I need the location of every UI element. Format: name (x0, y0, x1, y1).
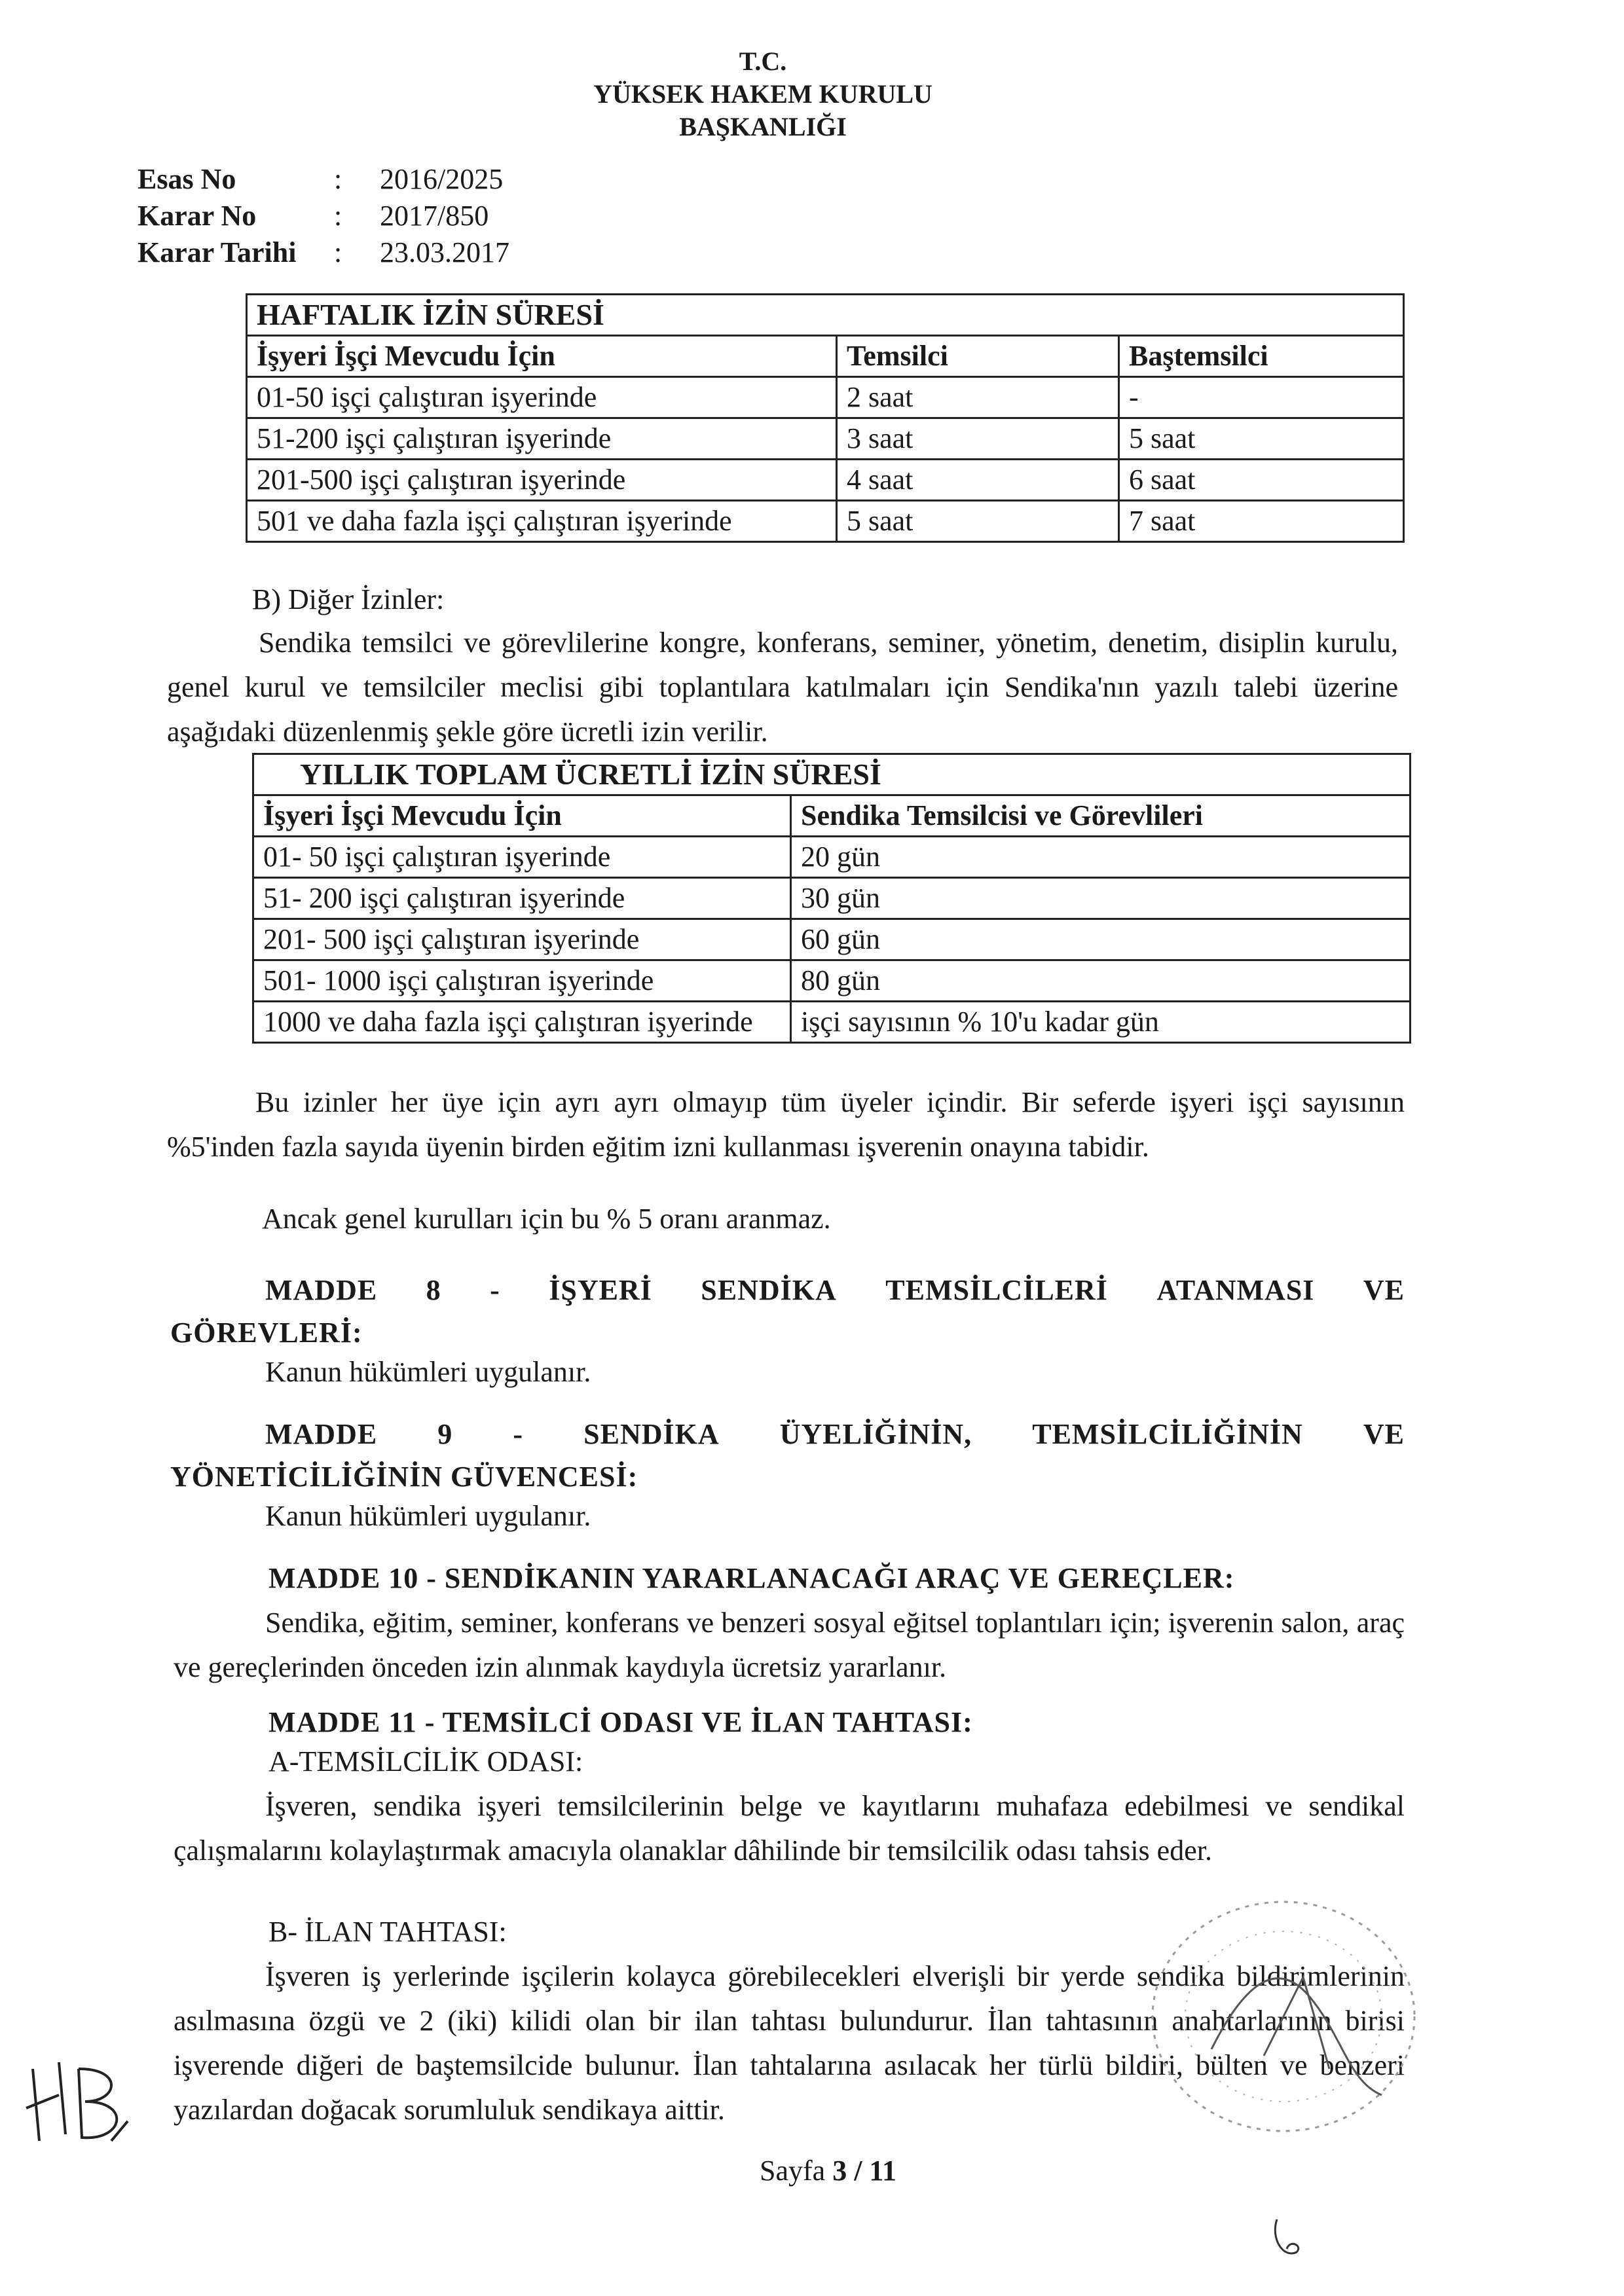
article-11-sub-a: A-TEMSİLCİLİK ODASI: (268, 1745, 583, 1777)
title-word: TEMSİLCİLERİ (885, 1274, 1108, 1306)
table-cell: 5 saat (1119, 418, 1404, 460)
header-presidency: BAŞKANLIĞI (679, 112, 847, 141)
meta-colon: : (334, 200, 342, 232)
title-word: ÜYELİĞİNİN, (779, 1418, 972, 1450)
article-10-title: MADDE 10 - SENDİKANIN YARARLANACAĞI ARAÇ VE GEREÇLER: (268, 1562, 1235, 1594)
table-cell: 201-500 işçi çalıştıran işyerinde (247, 460, 837, 501)
title-word: VE (1363, 1418, 1405, 1450)
table-cell: - (1119, 377, 1404, 418)
article-11-text-a: İşveren, sendika işyeri temsilcilerinin belge ve kayıtlarını muhafaza edebilmesi ve sendikal çalışmalarını kolaylaştırmak amacıyla olanaklar dâhilinde bir temsilcilik odası tahsis eder. (174, 1790, 1405, 1867)
meta-value: 2017/850 (380, 200, 489, 232)
table-cell: 3 saat (837, 418, 1119, 460)
meta-colon: : (334, 163, 342, 195)
title-word: TEMSİLCİLİĞİNİN (1032, 1418, 1303, 1450)
table-row (253, 878, 1411, 919)
title-word: 9 (437, 1418, 453, 1450)
table-row (247, 501, 1404, 542)
meta-row-esas (138, 161, 596, 198)
table-cell: 20 gün (791, 837, 1411, 878)
meta-label: Karar Tarihi (138, 236, 297, 268)
table-cell: 51-200 işçi çalıştıran işyerinde (247, 418, 837, 460)
table-cell: 5 saat (837, 501, 1119, 542)
membership-note: Bu izinler her üye için ayrı ayrı olmayıp tüm üyeler içindir. Bir seferde işyeri işçi sayısının %5'inden fazla sayıda üyenin birden eğitim izni kullanması işverenin onayına tabidir. (167, 1086, 1405, 1163)
title-word: MADDE (265, 1418, 378, 1450)
article-8-title-cont: GÖREVLERİ: (170, 1317, 363, 1349)
table-cell: işçi sayısının % 10'u kadar gün (791, 1002, 1411, 1043)
general-assembly-note: Ancak genel kurulları için bu % 5 oranı aranmaz. (262, 1203, 831, 1235)
header-tc: T.C. (739, 46, 787, 76)
meta-colon: : (334, 236, 342, 268)
table-row (247, 460, 1404, 501)
title-word: SENDİKA (701, 1274, 837, 1306)
meta-row-karar (138, 198, 596, 234)
case-metadata (138, 161, 596, 279)
table-row (253, 960, 1411, 1002)
title-word: MADDE (265, 1274, 378, 1306)
column-header: İşyeri İşçi Mevcudu İçin (253, 795, 791, 837)
table-cell: 2 saat (837, 377, 1119, 418)
article-9-text: Kanun hükümleri uygulanır. (265, 1500, 591, 1532)
title-word: - (513, 1418, 524, 1450)
article-11-sub-b: B- İLAN TAHTASI: (268, 1916, 507, 1948)
section-b-text: Sendika temsilci ve görevlilerine kongre, konferans, seminer, yönetim, denetim, disiplin kurulu, genel kurul ve temsilciler meclisi gibi toplantılara katılmaları için Sendika'nın yazılı talebi üzerine aşağıdaki düzenlenmiş şekle göre ücretli izin verilir. (167, 627, 1398, 748)
handwritten-initials-icon (20, 2049, 144, 2154)
official-stamp-icon (1133, 1886, 1434, 2147)
article-8-text: Kanun hükümleri uygulanır. (265, 1356, 591, 1388)
meta-label: Karar No (138, 200, 257, 232)
table-cell: 6 saat (1119, 460, 1404, 501)
table-cell: 501 ve daha fazla işçi çalıştıran işyerinde (247, 501, 837, 542)
page-value: 3 / 11 (832, 2155, 896, 2187)
column-header: Sendika Temsilcisi ve Görevlileri (791, 795, 1411, 837)
signature-mark-icon (1264, 2213, 1329, 2272)
table-cell: 501- 1000 işçi çalıştıran işyerinde (253, 960, 791, 1002)
table-title: HAFTALIK İZİN SÜRESİ (247, 295, 1404, 336)
weekly-leave-table (246, 293, 1405, 543)
table-row (247, 418, 1404, 460)
title-word: VE (1363, 1274, 1405, 1306)
article-9-title (265, 1417, 1405, 1451)
section-b-title: B) Diğer İzinler: (252, 583, 445, 615)
table-cell: 1000 ve daha fazla işçi çalıştıran işyerinde (253, 1002, 791, 1043)
table-title: YILLIK TOPLAM ÜCRETLİ İZİN SÜRESİ (253, 754, 1411, 795)
meta-value: 2016/2025 (380, 163, 504, 195)
table-row (247, 377, 1404, 418)
article-8-title (265, 1273, 1405, 1307)
page-number (760, 2154, 896, 2187)
article-11-title: MADDE 11 - TEMSİLCİ ODASI VE İLAN TAHTASI: (268, 1706, 973, 1738)
table-header-row (253, 795, 1411, 837)
table-row (253, 837, 1411, 878)
table-cell: 60 gün (791, 919, 1411, 960)
table-cell: 201- 500 işçi çalıştıran işyerinde (253, 919, 791, 960)
table-cell: 7 saat (1119, 501, 1404, 542)
title-word: 8 (426, 1274, 441, 1306)
table-row (253, 1002, 1411, 1043)
article-11-text-b: İşveren iş yerlerinde işçilerin kolayca görebilecekleri elverişli bir yerde sendika bildirimlerinin asılmasına özgü ve 2 (iki) kilidi olan bir ilan tahtası bulundurur. İlan tahtasının anahtarlarının birisi işverende diğeri de baştemsilcide bulunur. İlan tahtalarına asılacak her türlü bildiri, bülten ve benzeri yazılardan doğacak sorumluluk sendikaya aittir. (174, 1960, 1405, 2126)
column-header: İşyeri İşçi Mevcudu İçin (247, 336, 837, 377)
table-header-row (247, 336, 1404, 377)
meta-label: Esas No (138, 163, 236, 195)
table-title-row (247, 295, 1404, 336)
article-10-text: Sendika, eğitim, seminer, konferans ve benzeri sosyal eğitsel toplantıları için; işverenin salon, araç ve gereçlerinden önceden izin alınmak kaydıyla ücretsiz yararlanır. (174, 1607, 1405, 1683)
table-cell: 51- 200 işçi çalıştıran işyerinde (253, 878, 791, 919)
meta-value: 23.03.2017 (380, 236, 509, 268)
title-word: SENDİKA (583, 1418, 720, 1450)
table-cell: 80 gün (791, 960, 1411, 1002)
table-cell: 01-50 işçi çalıştıran işyerinde (247, 377, 837, 418)
table-cell: 30 gün (791, 878, 1411, 919)
page-prefix: Sayfa (760, 2155, 833, 2187)
table-cell: 4 saat (837, 460, 1119, 501)
meta-row-tarih (138, 234, 596, 271)
header-institution: YÜKSEK HAKEM KURULU (593, 79, 932, 109)
title-word: İŞYERİ (549, 1274, 652, 1306)
table-cell: 01- 50 işçi çalıştıran işyerinde (253, 837, 791, 878)
annual-paid-leave-table (252, 753, 1411, 1044)
title-word: ATANMASI (1156, 1274, 1315, 1306)
column-header: Baştemsilci (1119, 336, 1404, 377)
column-header: Temsilci (837, 336, 1119, 377)
article-9-title-cont: YÖNETİCİLİĞİNİN GÜVENCESİ: (170, 1461, 638, 1493)
table-row (253, 919, 1411, 960)
table-title-row (253, 754, 1411, 795)
title-word: - (490, 1274, 500, 1306)
